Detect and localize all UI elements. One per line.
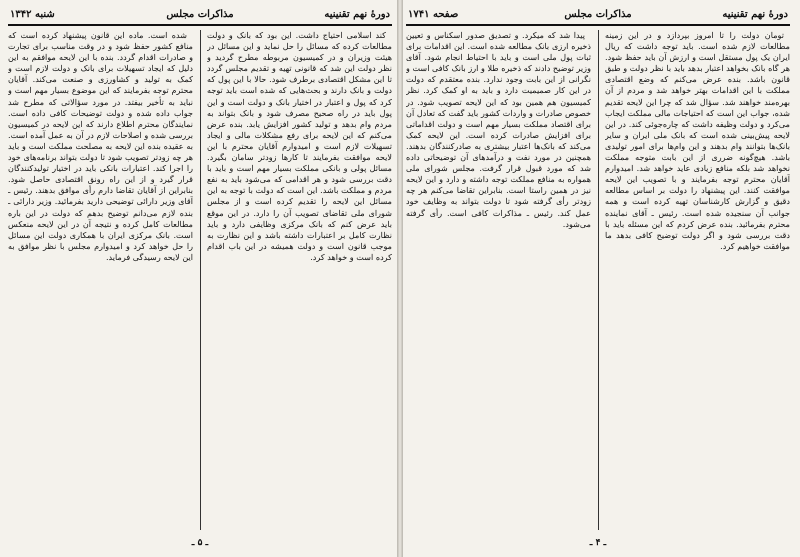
page-header xyxy=(406,6,790,26)
book-gutter xyxy=(397,0,403,557)
page-folio: ـ ۵ ـ xyxy=(191,538,209,548)
text-column xyxy=(207,30,392,530)
paragraph: کند اسلامی احتیاج داشت. این بود که بانک و دولت مطالعات کرده که مسائل را حل نماید و این مسائل در هیئت وزیران و در کمیسیون مربوطه مطرح گردید و نظر دولت این شد که قانونی تهیه و تقدیم مجلس گردد تا این مشکل اقتصادی برطرف شود. حالا با این پول که دولت و بانک دارند و بحث‌هایی که شده است باید توجه کرد که پول و اعتبار در اختیار بانک و دولت است و این پول باید در راه صحیح مصرف شود و بانک بتواند به مردم وام بدهد و تولید کشور افزایش یابد. بنده عرض می‌کنم که این لایحه برای رفع مشکلات مالی و ایجاد تسهیلات لازم است و امیدوارم آقایان محترم با این لایحه موافقت بفرمایند تا کارها زودتر سامان بگیرد. مسائل پولی و بانکی مملکت بسیار مهم است و باید با دقت بررسی شود و هر اقدامی که می‌شود باید به نفع مردم و مملکت باشد. این است که دولت با توجه به این مسائل این لایحه را تقدیم کرده است و از مجلس شورای ملی تقاضای تصویب آن را دارد. در این موقع باید عرض کنم که بانک مرکزی وظایفی دارد و باید نظارت کامل بر اعتبارات داشته باشد و این نظارت به موجب قانون است و دولت همیشه در این باب اقدام کرده است و خواهد کرد. xyxy=(207,30,392,262)
header-title: مذاکرات مجلس xyxy=(166,9,234,20)
left-page xyxy=(8,6,392,551)
page-header xyxy=(8,6,392,26)
header-term: دورهٔ نهم تقنینیه xyxy=(324,9,390,20)
header-title: مذاکرات مجلس xyxy=(564,9,632,20)
header-term: دورهٔ نهم تقنینیه xyxy=(722,9,788,20)
paragraph: شده است. ماده این قانون پیشنهاد کرده است که منافع کشور حفظ شود و در وقت مناسب برای تجارت و صادرات اقدام گردد. بنده با این لایحه موافقم به این دلیل که ایجاد تسهیلات برای بانک و دولت لازم است و کمک به تولید و کشاورزی و صنعت می‌کند. آقایان محترم توجه بفرمایند که این موضوع بسیار مهم است و نباید به تأخیر بیفتد. در مورد سؤالاتی که مطرح شد جواب داده شده و دولت توضیحات کافی داده است. نمایندگان محترم اطلاع دارند که این لایحه در کمیسیون بررسی شده و اصلاحات لازم در آن به عمل آمده است. به عقیده بنده این لایحه به مصلحت مملکت است و باید هر چه زودتر تصویب شود تا دولت بتواند برنامه‌های خود را اجرا کند. اعتبارات بانکی باید در اختیار تولیدکنندگان قرار گیرد و از این راه رونق اقتصادی حاصل شود. بنابراین از آقایان تقاضا دارم رأی موافق بدهند. رئیس ـ آقای وزیر دارائی توضیحی دارید بفرمائید. وزیر دارائی ـ بنده لازم می‌دانم توضیح بدهم که دولت در این باره مطالعات کامل کرده و نتیجه آن در این لایحه منعکس است. بانک مرکزی ایران با همکاری دولت این مسائل را حل خواهد کرد و امیدوارم مجلس با نظر موافق به این لایحه رسیدگی فرماید. xyxy=(8,30,193,262)
text-column xyxy=(8,30,193,530)
text-column xyxy=(406,30,591,530)
right-page xyxy=(406,6,790,551)
text-columns xyxy=(8,30,392,530)
column-rule xyxy=(200,30,201,530)
column-rule xyxy=(598,30,599,530)
header-date: شنبه ۱۳۴۲ xyxy=(10,9,55,20)
paragraph: پیدا شد که میکرد. و تصدیق صدور اسکناس و تعیین ذخیره ارزی بانک مطالعه شده است. این اقدامات برای ثبات پول ملی است و باید با احتیاط انجام شود. آقای وزیر توضیح دادند که ذخیره طلا و ارز بانک کافی است و نگرانی از این بابت وجود ندارد. بنده معتقدم که دولت در این کار صمیمیت دارد و باید به او کمک کرد. نظر کمیسیون هم همین بود که این لایحه تصویب شود. در خصوص صادرات و واردات کشور باید گفت که تعادل آن برای اقتصاد مملکت بسیار مهم است و دولت اقداماتی برای افزایش صادرات کرده است. این لایحه کمک می‌کند که بانک‌ها اعتبار بیشتری به صادرکنندگان بدهند. همچنین در مورد نفت و درآمدهای آن توضیحاتی داده شد که مورد قبول قرار گرفت. مجلس شورای ملی همواره به منافع مملکت توجه داشته و دارد و این لایحه نیز در همین راستا است. بنابراین تقاضا می‌کنم هر چه زودتر رأی گرفته شود تا دولت بتواند به وظایف خود عمل کند. رئیس ـ مذاکرات کافی است. رأی گرفته می‌شود. xyxy=(406,30,591,229)
header-date: صفحه ۱۷۴۱ xyxy=(408,9,459,20)
page-folio: ـ ۴ ـ xyxy=(589,538,607,548)
paragraph: تومان دولت را تا امروز بپردازد و در این زمینه مطالعات لازم شده است. باید توجه داشت که ریال ایران یک پول مستقل است و ارزش آن باید حفظ شود. هر گاه بانک بخواهد اعتبار بدهد باید با نظر دولت و طبق قانون باشد. بنده عرض می‌کنم که وضع اقتصادی مملکت با این اقدامات بهتر خواهد شد و مردم از آن بهره‌مند خواهند شد. سؤال شد که چرا این لایحه تقدیم شده، جواب این است که احتیاجات مالی مملکت ایجاب می‌کرد و دولت وظیفه داشت که چاره‌جوئی کند. در این لایحه پیش‌بینی شده است که بانک ملی ایران و سایر بانک‌ها بتوانند وام بدهند و این وام‌ها برای امور تولیدی باشد. هیچ‌گونه ضرری از این بابت متوجه مملکت نخواهد شد بلکه منافع زیادی عاید خواهد شد. امیدوارم آقایان محترم توجه بفرمایند و با تصویب این لایحه موافقت کنند. این پیشنهاد را دولت بر اساس مطالعه دقیق و گزارش کارشناسان تهیه کرده است و همه جوانب آن سنجیده شده است. رئیس ـ آقای نماینده محترم بفرمائید. بنده عرض کردم که این مسئله باید با دقت بررسی شود و اگر دولت توضیح کافی بدهد ما موافقت خواهیم کرد. xyxy=(605,30,790,251)
text-column xyxy=(605,30,790,530)
text-columns xyxy=(406,30,790,530)
